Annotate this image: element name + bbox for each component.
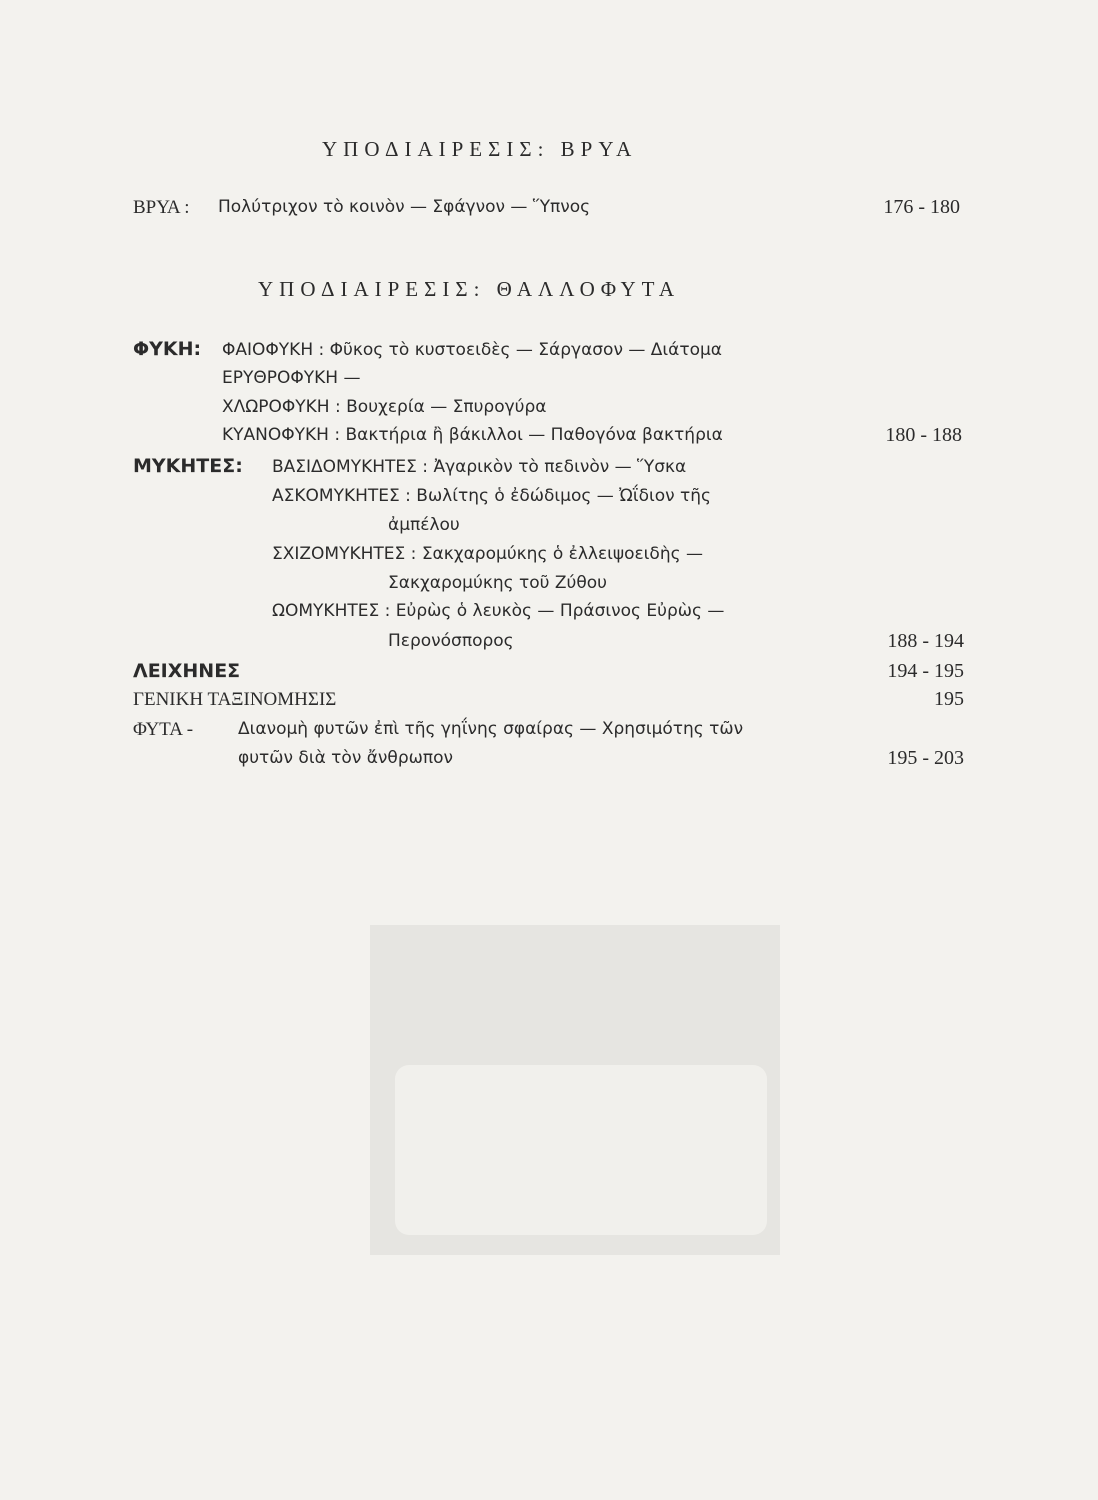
group-label-fungi: ΜΥΚΗΤΕΣ: [133, 455, 243, 477]
page-range-algae: 180 - 188 [885, 424, 962, 446]
fungi-line: ΣΧΙΖΟΜΥΚΗΤΕΣ : Σακχαρομύκης ὁ ἐλλειψοειδὴς — [272, 544, 703, 564]
fungi-line: ΩΟΜΥΚΗΤΕΣ : Εὐρὼς ὁ λευκὸς — Πράσινος Εὐρὼς — [272, 601, 725, 621]
page-range-bryophyta: 176 - 180 [883, 196, 960, 218]
fungi-line: ΒΑΣΙΔΟΜΥΚΗΤΕΣ : Ἀγαρικὸν τὸ πεδινὸν — Ὕσκα [272, 457, 687, 477]
fungi-line: ΑΣΚΟΜΥΚΗΤΕΣ : Βωλίτης ὁ ἐδώδιμος — Ὠΐδιον τῆς [272, 486, 712, 506]
plants-line: φυτῶν διὰ τὸν ἄνθρωπον [238, 748, 453, 768]
bleed-through-highlight [395, 1065, 767, 1235]
algae-line: ΦΑΙΟΦΥΚΗ : Φῦκος τὸ κυστοειδὲς — Σάργασον — Διάτομα [222, 340, 723, 360]
fungi-line: ἀμπέλου [388, 515, 460, 535]
entry-label-classification: ΓΕΝΙΚΗ ΤΑΞΙΝΟΜΗΣΙΣ [133, 689, 337, 710]
group-label-algae: ΦΥΚΗ: [133, 338, 202, 360]
entry-label-bryophyta: ΒΡΥΑ : [133, 197, 190, 218]
entry-label-plants: ΦΥΤΑ - [133, 719, 194, 740]
plants-line: Διανομὴ φυτῶν ἐπὶ τῆς γηΐνης σφαίρας — Χρησιμότης τῶν [238, 719, 744, 739]
page-range-fungi: 188 - 194 [887, 630, 964, 652]
section-heading-bryophyta: ΥΠΟΔΙΑΙΡΕΣΙΣ: ΒΡΥΑ [322, 137, 638, 161]
page-range-classification: 195 [934, 688, 964, 710]
algae-line: ΧΛΩΡΟΦΥΚΗ : Βουχερία — Σπυρογύρα [222, 397, 547, 417]
fungi-line: Περονόσπορος [388, 631, 514, 651]
algae-line: ΚΥΑΝΟΦΥΚΗ : Βακτήρια ἢ βάκιλλοι — Παθογόνα βακτήρια [222, 425, 723, 445]
algae-line: ΕΡΥΘΡΟΦΥΚΗ — [222, 368, 361, 388]
page-range-lichens: 194 - 195 [887, 660, 964, 682]
group-label-lichens: ΛΕΙΧΗΝΕΣ [133, 660, 241, 682]
fungi-line: Σακχαρομύκης τοῦ Ζύθου [388, 573, 608, 593]
section-heading-thallophyta: ΥΠΟΔΙΑΙΡΕΣΙΣ: ΘΑΛΛΟΦΥΤΑ [258, 277, 680, 301]
page-range-plants: 195 - 203 [887, 747, 964, 769]
entry-text-bryophyta: Πολύτριχον τὸ κοινὸν — Σφάγνον — Ὕπνος [218, 197, 591, 217]
